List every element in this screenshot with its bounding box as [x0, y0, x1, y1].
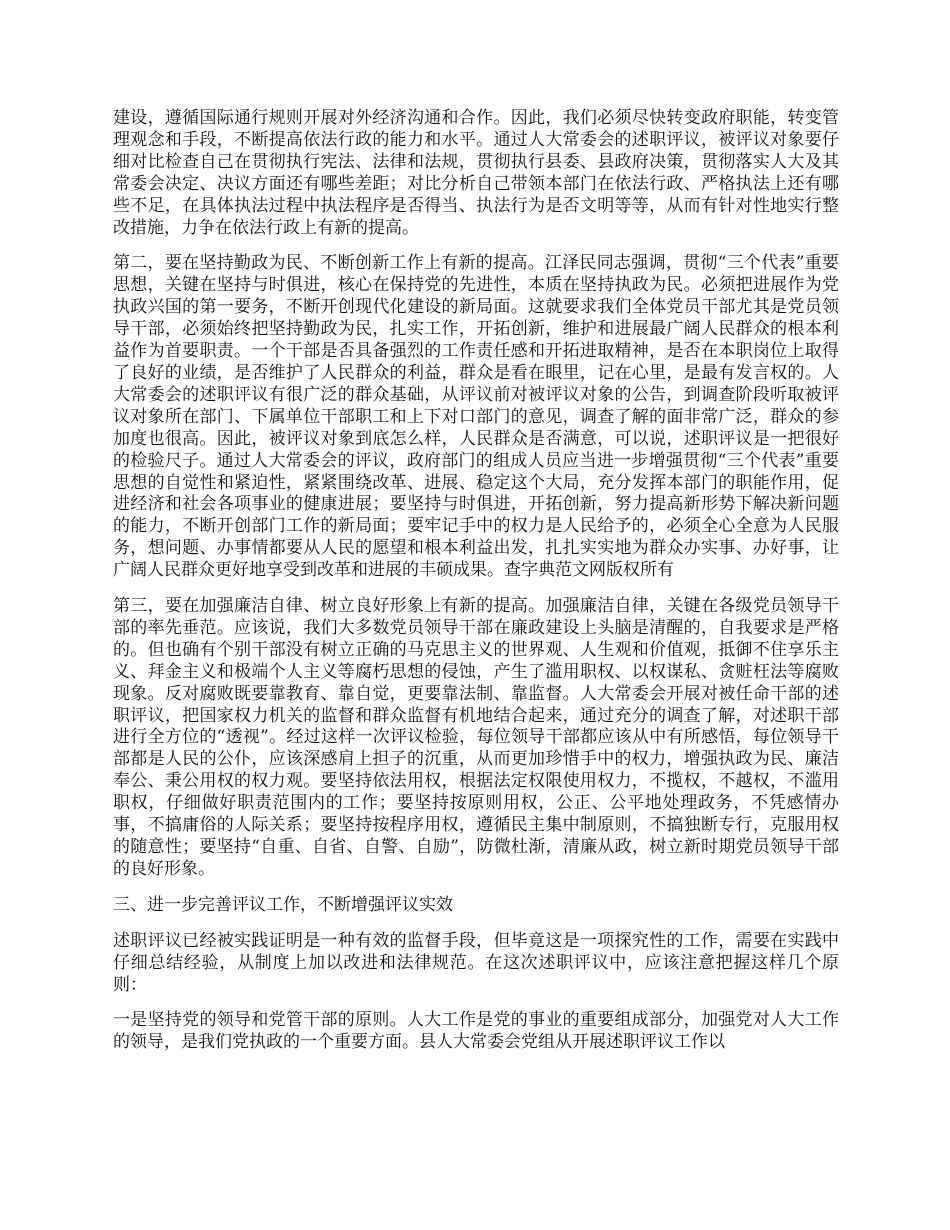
- paragraph-second-point: 第二，要在坚持勤政为民、不断创新工作上有新的提高。江泽民同志强调，贯彻“三个代表”重要思想，关键在坚持与时俱进，核心在保持党的先进性，本质在坚持执政为民。必须把进展作为党执政兴国的第一要务，不断开创现代化建设的新局面。这就要求我们全体党员干部尤其是党员领导干部，必须始终把坚持勤政为民，扎实工作，开拓创新，维护和进展最广阔人民群众的根本利益作为首要职责。一个干部是否具备强烈的工作责任感和开拓进取精神，是否在本职岗位上取得了良好的业绩，是否维护了人民群众的利益，群众是看在眼里，记在心里，是最有发言权的。人大常委会的述职评议有很广泛的群众基础，从评议前对被评议对象的公告，到调查阶段听取被评议对象所在部门、下属单位干部职工和上下对口部门的意见，调查了解的面非常广泛，群众的参加度也很高。因此，被评议对象到底怎么样，人民群众是否满意，可以说，述职评议是一把很好的检验尺子。通过人大常委会的评议，政府部门的组成人员应当进一步增强贯彻“三个代表”重要思想的自觉性和紧迫性，紧紧围绕改革、进展、稳定这个大局，充分发挥本部门的职能作用，促进经济和社会各项事业的健康进展；要坚持与时俱进，开拓创新，努力提高新形势下解决新问题的能力，不断开创部门工作的新局面；要牢记手中的权力是人民给予的，必须全心全意为人民服务，想问题、办事情都要从人民的愿望和根本利益出发，扎扎实实地为群众办实事、办好事，让广阔人民群众更好地享受到改革和进展的丰硕成果。查字典范文网版权所有: [113, 253, 839, 581]
- paragraph-principle-one: 一是坚持党的领导和党管干部的原则。人大工作是党的事业的重要组成部分，加强党对人大工作的领导，是我们党执政的一个重要方面。县人大常委会党组从开展述职评议工作以: [113, 1010, 839, 1053]
- paragraph-review-intro: 述职评议已经被实践证明是一种有效的监督手段，但毕竟这是一项探究性的工作，需要在实践中仔细总结经验，从制度上加以改进和法律规范。在这次述职评议中，应该注意把握这样几个原则：: [113, 930, 839, 995]
- paragraph-legal-administration: 建设，遵循国际通行规则开展对外经济沟通和合作。因此，我们必须尽快转变政府职能，转变管理观念和手段，不断提高依法行政的能力和水平。通过人大常委会的述职评议，被评议对象要仔细对比检查自己在贯彻执行宪法、法律和法规，贯彻执行县委、县政府决策，贯彻落实人大及其常委会决定、决议方面还有哪些差距；对比分析自己带领本部门在依法行政、严格执法上还有哪些不足，在具体执法过程中执法程序是否得当、执法行为是否文明等等，从而有针对性地实行整改措施，力争在依法行政上有新的提高。: [113, 108, 839, 238]
- paragraph-third-point: 第三，要在加强廉洁自律、树立良好形象上有新的提高。加强廉洁自律，关键在各级党员领导干部的率先垂范。应该说，我们大多数党员领导干部在廉政建设上头脑是清醒的，自我要求是严格的。但也确有个别干部没有树立正确的马克思主义的世界观、人生观和价值观，抵御不住享乐主义、拜金主义和极端个人主义等腐朽思想的侵蚀，产生了滥用职权、以权谋私、贪赃枉法等腐败现象。反对腐败既要靠教育、靠自觉，更要靠法制、靠监督。人大常委会开展对被任命干部的述职评议，把国家权力机关的监督和群众监督有机地结合起来，通过充分的调查了解，对述职干部进行全方位的“透视”。经过这样一次评议检验，每位领导干部都应该从中有所感悟，每位领导干部都是人民的公仆，应该深感肩上担子的沉重，从而更加珍惜手中的权力，增强执政为民、廉洁奉公、秉公用权的权力观。要坚持依法用权，根据法定权限使用权力，不揽权，不越权，不滥用职权，仔细做好职责范围内的工作；要坚持按原则用权，公正、公平地处理政务，不凭感情办事，不搞庸俗的人际关系；要坚持按程序用权，遵循民主集中制原则，不搞独断专行，克服用权的随意性；要坚持“自重、自省、自警、自励”，防微杜渐，清廉从政，树立新时期党员领导干部的良好形象。: [113, 596, 839, 879]
- section-heading-three: 三、进一步完善评议工作，不断增强评议实效: [113, 894, 453, 915]
- document-body: [113, 108, 839, 1068]
